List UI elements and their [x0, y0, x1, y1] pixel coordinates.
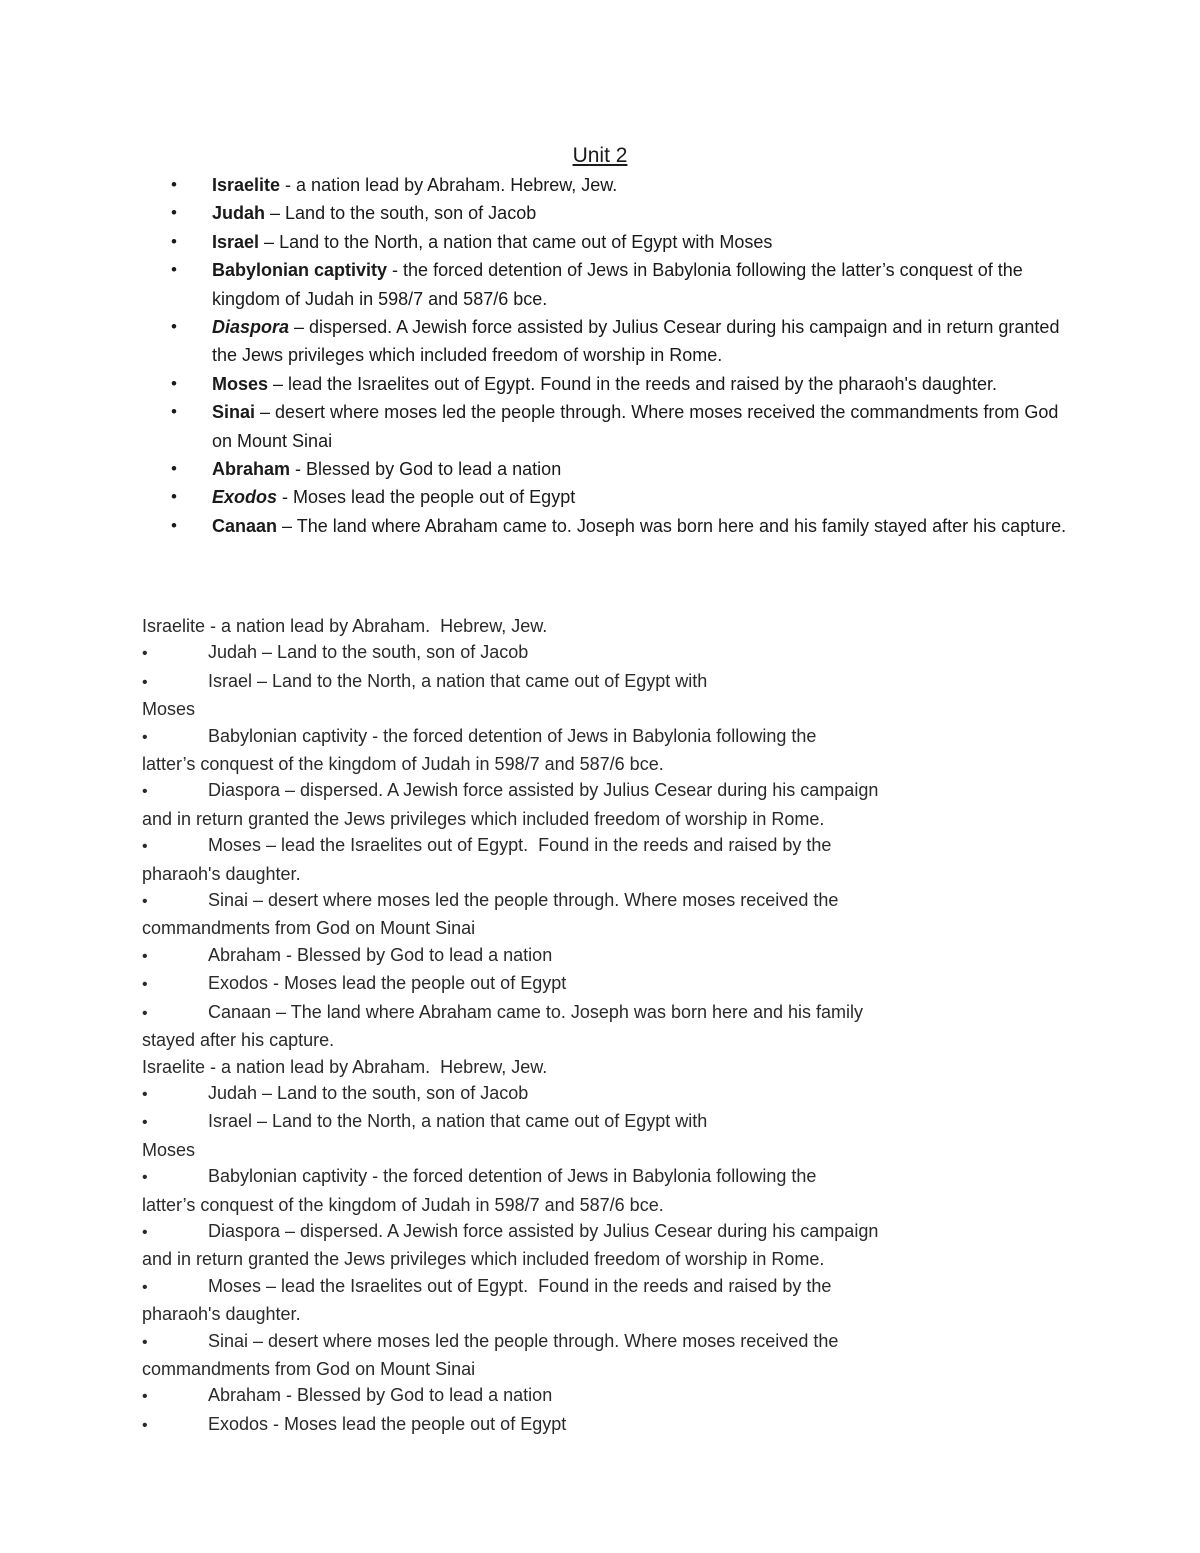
term-name: Exodos — [212, 487, 278, 508]
text-line-content: Judah – Land to the south, son of Jacob — [208, 642, 529, 663]
bullet-icon: • — [142, 1169, 148, 1187]
term-item — [0, 483, 1200, 511]
bullet-icon: • — [171, 459, 177, 479]
term-separator: – — [255, 402, 276, 423]
term-separator: – — [259, 231, 280, 252]
term-definition: the forced detention of Jews in Babylonia following the latter’s conquest of the kingdom of Judah in 598/7 and 587/6 bce. — [212, 260, 1023, 309]
text-line-content: Canaan – The land where Abraham came to. Joseph was born here and his family — [208, 1001, 864, 1022]
text-line — [142, 1192, 932, 1218]
text-line — [142, 1273, 932, 1301]
text-line-content: Israelite - a nation lead by Abraham. Hebrew, Jew. — [142, 616, 548, 636]
term-item — [0, 256, 1200, 313]
bullet-icon: • — [171, 175, 177, 194]
text-line — [142, 942, 932, 970]
text-line-content: Israel – Land to the North, a nation that came out of Egypt with — [208, 670, 708, 691]
term-name: Babylonian captivity — [212, 260, 388, 281]
text-line — [142, 1027, 932, 1053]
term-separator: - — [387, 260, 404, 281]
term-item — [0, 398, 1200, 455]
text-line-content: commandments from God on Mount Sinai — [142, 918, 476, 939]
term-item — [0, 171, 1200, 199]
term-definition: Moses lead the people out of Egypt — [293, 487, 576, 508]
bullet-icon: • — [171, 373, 177, 393]
term-name: Abraham — [212, 459, 291, 480]
text-line-content: commandments from God on Mount Sinai — [142, 1358, 476, 1379]
term-definition: Blessed by God to lead a nation — [306, 459, 562, 480]
text-line-content: pharaoh's daughter. — [142, 1304, 301, 1325]
term-definition: Land to the North, a nation that came out of Egypt with Moses — [279, 231, 773, 252]
text-line — [142, 915, 932, 941]
term-name: Canaan — [212, 515, 278, 536]
term-name: Israelite — [212, 175, 281, 195]
bullet-icon: • — [142, 728, 148, 746]
term-item — [0, 512, 1200, 540]
bullet-icon: • — [142, 1114, 148, 1132]
term-definition: a nation lead by Abraham. Hebrew, Jew. — [296, 175, 618, 195]
term-name: Judah — [212, 203, 266, 224]
term-separator: - — [280, 175, 297, 195]
term-definition: The land where Abraham came to. Joseph was born here and his family stayed after his capture. — [296, 515, 1067, 536]
text-line — [142, 1080, 932, 1108]
text-line — [142, 723, 932, 751]
term-definition: lead the Israelites out of Egypt. Found in the reeds and raised by the pharaoh's daughter. — [288, 373, 997, 394]
text-line — [142, 613, 932, 639]
bullet-icon: • — [171, 487, 177, 507]
plain-text-block — [142, 613, 932, 1439]
text-line-content: and in return granted the Jews privileges which included freedom of worship in Rome. — [142, 808, 825, 829]
bullet-icon: • — [142, 1388, 148, 1406]
bullet-icon: • — [142, 1085, 148, 1103]
text-line — [142, 1054, 932, 1080]
text-line-content: Moses — [142, 1139, 196, 1160]
text-line — [142, 887, 932, 915]
text-line — [142, 1356, 932, 1382]
bullet-icon: • — [142, 673, 148, 691]
bullet-icon: • — [142, 1416, 148, 1434]
text-line-content: Moses — [142, 699, 196, 720]
bullet-icon: • — [142, 838, 148, 856]
term-definition: dispersed. A Jewish force assisted by Julius Cesear during his campaign and in return granted the Jews privileges which included freedom of worship in Rome. — [212, 317, 1060, 366]
term-name: Sinai — [212, 402, 256, 423]
bullet-icon: • — [171, 515, 177, 535]
text-line — [142, 1137, 932, 1163]
term-separator: - — [277, 487, 294, 508]
bullet-icon: • — [142, 1333, 148, 1351]
text-line-content: Sinai – desert where moses led the people through. Where moses received the — [208, 1330, 839, 1351]
text-line-content: and in return granted the Jews privileges which included freedom of worship in Rome. — [142, 1249, 825, 1270]
text-line-content: Abraham - Blessed by God to lead a nation — [208, 944, 553, 965]
text-line-content: latter’s conquest of the kingdom of Judah in 598/7 and 587/6 bce. — [142, 1194, 664, 1215]
term-name: Israel — [212, 231, 260, 252]
term-item — [0, 228, 1200, 256]
text-line — [142, 970, 932, 998]
text-line — [142, 751, 932, 777]
text-line — [142, 1328, 932, 1356]
text-line-content: Israel – Land to the North, a nation that came out of Egypt with — [208, 1111, 708, 1132]
text-line-content: Babylonian captivity - the forced detention of Jews in Babylonia following the — [208, 1166, 817, 1187]
text-line-content: Sinai – desert where moses led the people through. Where moses received the — [208, 890, 839, 911]
term-item — [0, 455, 1200, 483]
term-definition: Land to the south, son of Jacob — [285, 203, 537, 224]
text-line-content: Moses – lead the Israelites out of Egypt. Found in the reeds and raised by the — [208, 1275, 832, 1296]
text-line — [142, 999, 932, 1027]
text-line-content: Diaspora – dispersed. A Jewish force assisted by Julius Cesear during his campaign — [208, 1220, 879, 1241]
bullet-icon: • — [142, 893, 148, 911]
bullet-icon: • — [142, 783, 148, 801]
text-line-content: Exodos - Moses lead the people out of Egypt — [208, 1413, 567, 1434]
page-title: Unit 2 — [572, 144, 628, 167]
bullet-icon: • — [171, 203, 177, 223]
text-line-content: Judah – Land to the south, son of Jacob — [208, 1082, 529, 1103]
text-line — [142, 832, 932, 860]
term-list — [0, 171, 1200, 540]
bullet-icon: • — [171, 402, 177, 422]
text-line-content: Moses – lead the Israelites out of Egypt. Found in the reeds and raised by the — [208, 835, 832, 856]
term-item — [0, 370, 1200, 398]
text-line — [142, 806, 932, 832]
text-line — [142, 1218, 932, 1246]
bullet-icon: • — [142, 1004, 148, 1022]
text-line-content: Exodos - Moses lead the people out of Egypt — [208, 973, 567, 994]
text-line-content: Diaspora – dispersed. A Jewish force assisted by Julius Cesear during his campaign — [208, 780, 879, 801]
text-line — [142, 668, 932, 696]
term-name: Diaspora — [212, 317, 290, 338]
term-separator: - — [290, 459, 307, 480]
term-definition: desert where moses led the people through. Where moses received the commandments from God on Mount Sinai — [212, 402, 1059, 451]
text-line — [142, 1108, 932, 1136]
text-line — [142, 1411, 932, 1439]
text-line-content: pharaoh's daughter. — [142, 863, 301, 884]
bullet-icon: • — [171, 260, 177, 280]
text-line — [142, 861, 932, 887]
term-separator: – — [268, 373, 289, 394]
text-line-content: Abraham - Blessed by God to lead a nation — [208, 1385, 553, 1406]
text-line — [142, 639, 932, 667]
bullet-icon: • — [142, 976, 148, 994]
text-line — [142, 1301, 932, 1327]
text-line-content: Babylonian captivity - the forced detention of Jews in Babylonia following the — [208, 725, 817, 746]
term-separator: – — [289, 317, 310, 338]
text-line-content: Israelite - a nation lead by Abraham. Hebrew, Jew. — [142, 1056, 548, 1077]
bullet-icon: • — [171, 231, 177, 251]
text-line — [142, 1246, 932, 1272]
bullet-icon: • — [142, 1223, 148, 1241]
text-line-content: latter’s conquest of the kingdom of Judah in 598/7 and 587/6 bce. — [142, 754, 664, 775]
text-line — [142, 1382, 932, 1410]
term-separator: – — [277, 515, 297, 536]
bullet-icon: • — [142, 947, 148, 965]
bullet-icon: • — [142, 1278, 148, 1296]
term-item — [0, 199, 1200, 227]
bullet-icon: • — [171, 317, 177, 337]
term-item — [0, 313, 1200, 370]
text-line — [142, 696, 932, 722]
term-separator: – — [265, 203, 286, 224]
text-line — [142, 777, 932, 805]
term-name: Moses — [212, 373, 269, 394]
text-line — [142, 1163, 932, 1191]
text-line-content: stayed after his capture. — [142, 1030, 335, 1051]
bullet-icon: • — [142, 645, 148, 663]
